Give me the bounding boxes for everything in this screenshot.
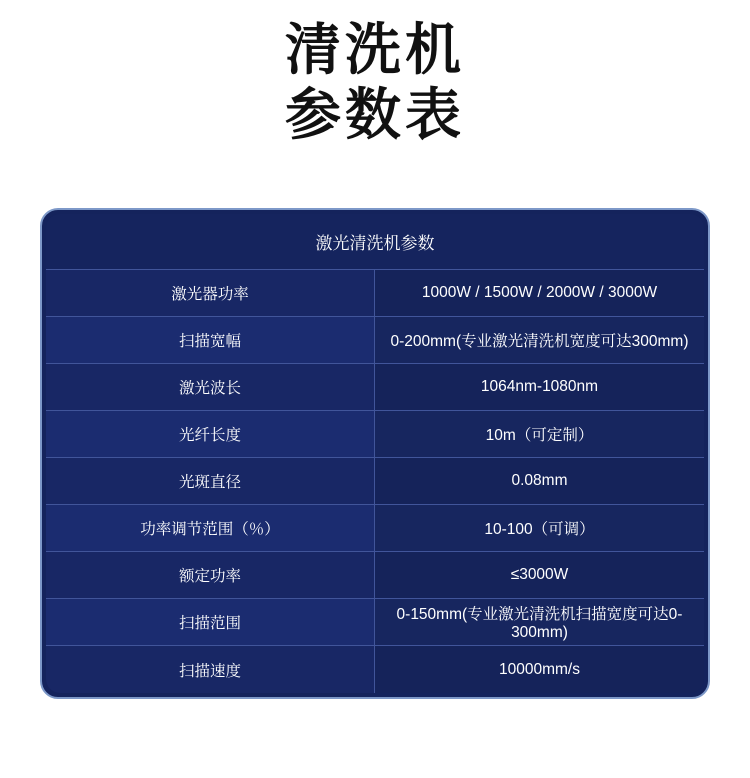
row-value: 10m（可定制） [375, 411, 704, 458]
table-body [46, 214, 704, 693]
row-label: 光纤长度 [46, 411, 375, 458]
row-value: 0-200mm(专业激光清洗机宽度可达300mm) [375, 317, 704, 364]
table-row [46, 364, 704, 411]
table-row [46, 646, 704, 693]
row-label: 扫描宽幅 [46, 317, 375, 364]
row-value: 10000mm/s [375, 646, 704, 693]
row-value: 10-100（可调） [375, 505, 704, 552]
row-label: 激光波长 [46, 364, 375, 411]
table-caption-row [46, 214, 704, 270]
table-caption: 激光清洗机参数 [46, 214, 704, 270]
row-label: 光斑直径 [46, 458, 375, 505]
table-row [46, 458, 704, 505]
row-label: 功率调节范围（％） [46, 505, 375, 552]
title-line-1: 清洗机 [285, 18, 465, 81]
row-value: ≤3000W [375, 552, 704, 599]
page-title [0, 0, 750, 148]
title-line-2: 参数表 [285, 82, 465, 146]
table-row [46, 411, 704, 458]
parameter-table [46, 214, 704, 693]
row-label: 扫描速度 [46, 646, 375, 693]
parameter-table-container [40, 208, 710, 699]
row-label: 激光器功率 [46, 270, 375, 317]
table-row [46, 599, 704, 646]
table-row [46, 552, 704, 599]
row-value: 1064nm-1080nm [375, 364, 704, 411]
table-row [46, 317, 704, 364]
row-label: 额定功率 [46, 552, 375, 599]
table-row [46, 270, 704, 317]
row-value: 0.08mm [375, 458, 704, 505]
row-value: 1000W / 1500W / 2000W / 3000W [375, 270, 704, 317]
row-label: 扫描范围 [46, 599, 375, 646]
row-value: 0-150mm(专业激光清洗机扫描宽度可达0-300mm) [375, 599, 704, 646]
table-row [46, 505, 704, 552]
